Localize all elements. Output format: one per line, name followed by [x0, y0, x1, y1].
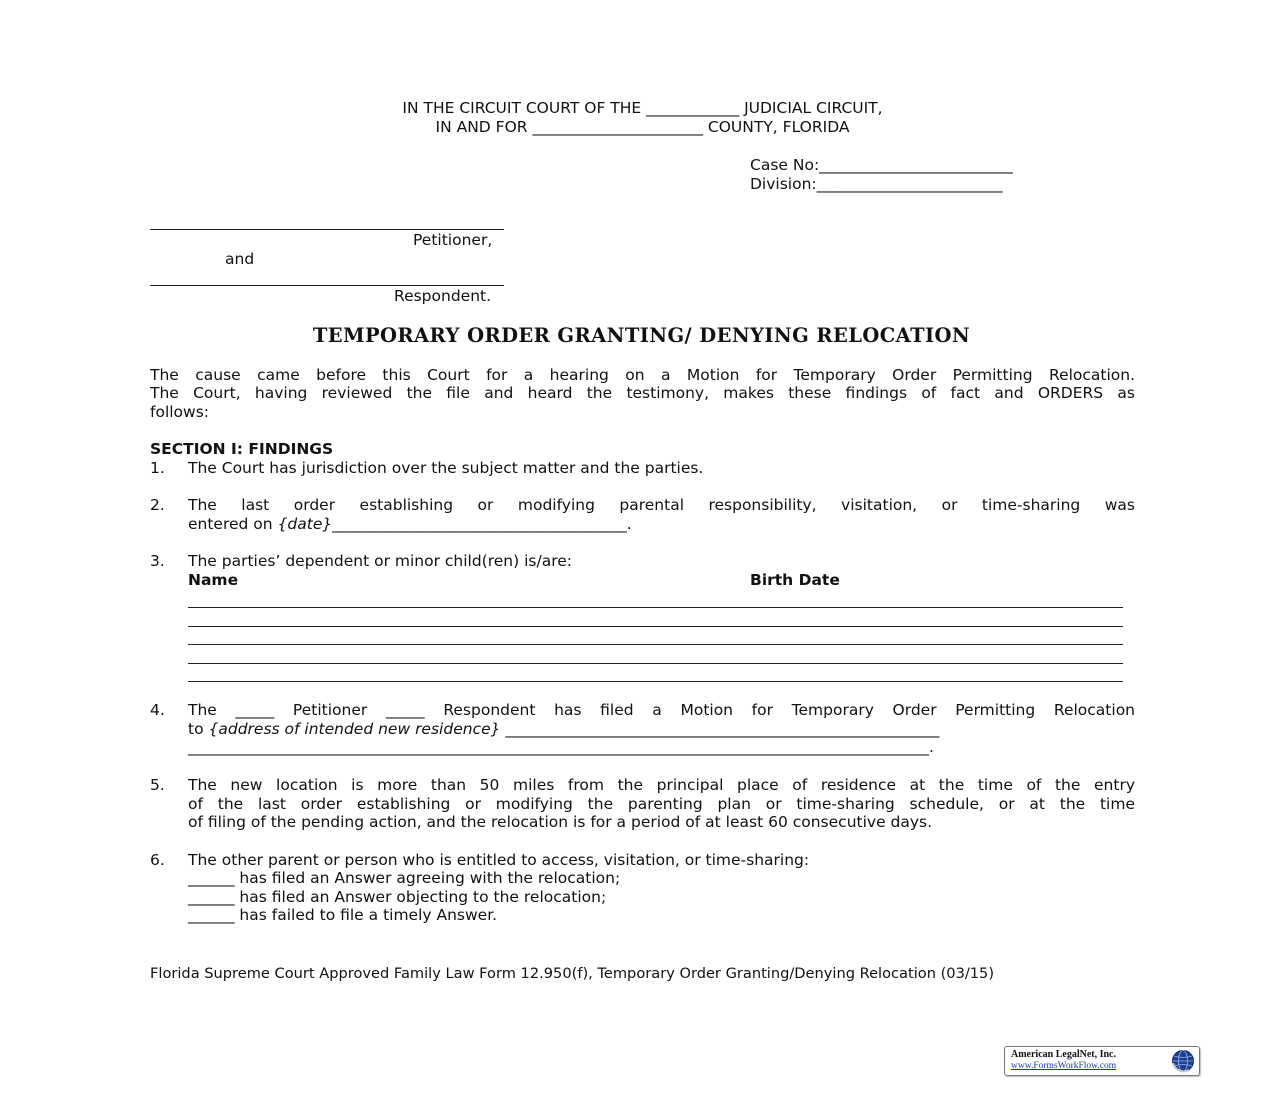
petitioner-name-line: [150, 229, 504, 230]
and-label: and: [225, 250, 255, 268]
case-number-field: Case No:_________________________: [750, 156, 1013, 174]
american-legalnet-logo[interactable]: [1004, 1046, 1200, 1076]
item-1-text: The Court has jurisdiction over the subject matter and the parties.: [188, 459, 704, 477]
respondent-name-line: [150, 285, 504, 286]
item-number: 5.: [150, 776, 165, 794]
child-entry-line: [188, 644, 1123, 645]
item-4-line-1: The _____ Petitioner _____ Respondent has filed a Motion for Temporary Order Permitting Relocation: [188, 701, 1135, 719]
logo-company-name: American LegalNet, Inc.: [1011, 1049, 1116, 1060]
item-5-line-1: The new location is more than 50 miles from the principal place of residence at the time of the entry: [188, 776, 1135, 794]
section-heading: SECTION I: FINDINGS: [150, 440, 334, 458]
division-field: Division:________________________: [750, 175, 1003, 193]
answer-option-failed: ______ has failed to file a timely Answer.: [188, 906, 498, 924]
respondent-label: Respondent.: [394, 287, 492, 305]
child-entry-line: [188, 663, 1123, 664]
item-number: 1.: [150, 459, 165, 477]
address-blank: ________________________________________________________: [500, 720, 940, 738]
item-6-text: The other parent or person who is entitled to access, visitation, or time-sharing:: [188, 851, 810, 869]
globe-icon: [1171, 1049, 1195, 1073]
item-number: 3.: [150, 552, 165, 570]
intro-line-3: follows:: [150, 403, 210, 421]
petitioner-label: Petitioner,: [413, 231, 493, 249]
item-number: 4.: [150, 701, 165, 719]
item-2-prefix: entered on: [188, 515, 278, 533]
answer-option-objecting: ______ has filed an Answer objecting to the relocation;: [188, 888, 607, 906]
child-entry-line: [188, 626, 1123, 627]
court-caption-line: IN THE CIRCUIT COURT OF THE ____________ JUDICIAL CIRCUIT,: [402, 99, 883, 117]
form-footer: Florida Supreme Court Approved Family Law Form 12.950(f), Temporary Order Granting/Denying Relocation (03/15): [150, 965, 995, 982]
address-placeholder: {address of intended new residence}: [208, 720, 501, 738]
intro-line-1: The cause came before this Court for a hearing on a Motion for Temporary Order Permitting Relocation.: [150, 366, 1135, 384]
item-4-line-2: [188, 720, 939, 739]
item-3-text: The parties’ dependent or minor child(ren) is/are:: [188, 552, 572, 570]
address-blank-line: _______________________________________________________________________________________________.: [188, 738, 934, 756]
item-5-line-2: of the last order establishing or modifying the parenting plan or time-sharing schedule, or at the time: [188, 795, 1135, 813]
item-number: 6.: [150, 851, 165, 869]
item-2-line-1: The last order establishing or modifying parental responsibility, visitation, or time-sharing was: [188, 496, 1135, 514]
item-2-line-2: [188, 515, 632, 534]
name-column-header: Name: [188, 571, 239, 589]
document-title: TEMPORARY ORDER GRANTING/ DENYING RELOCATION: [312, 324, 971, 347]
item-number: 2.: [150, 496, 165, 514]
county-caption-line: IN AND FOR ______________________ COUNTY, FLORIDA: [435, 118, 850, 136]
item-5-line-3: of filing of the pending action, and the relocation is for a period of at least 60 consecutive days.: [188, 813, 933, 831]
date-placeholder: {date}: [277, 515, 333, 533]
child-entry-line: [188, 607, 1123, 608]
birth-date-column-header: Birth Date: [750, 571, 840, 589]
intro-line-2: The Court, having reviewed the file and heard the testimony, makes these findings of fact and ORDERS as: [150, 384, 1135, 402]
logo-url-link[interactable]: www.FormsWorkFlow.com: [1011, 1061, 1117, 1071]
date-blank: ______________________________________.: [332, 515, 632, 533]
item-4-prefix: to: [188, 720, 209, 738]
answer-option-agreeing: ______ has filed an Answer agreeing with the relocation;: [188, 869, 621, 887]
child-entry-line: [188, 681, 1123, 682]
